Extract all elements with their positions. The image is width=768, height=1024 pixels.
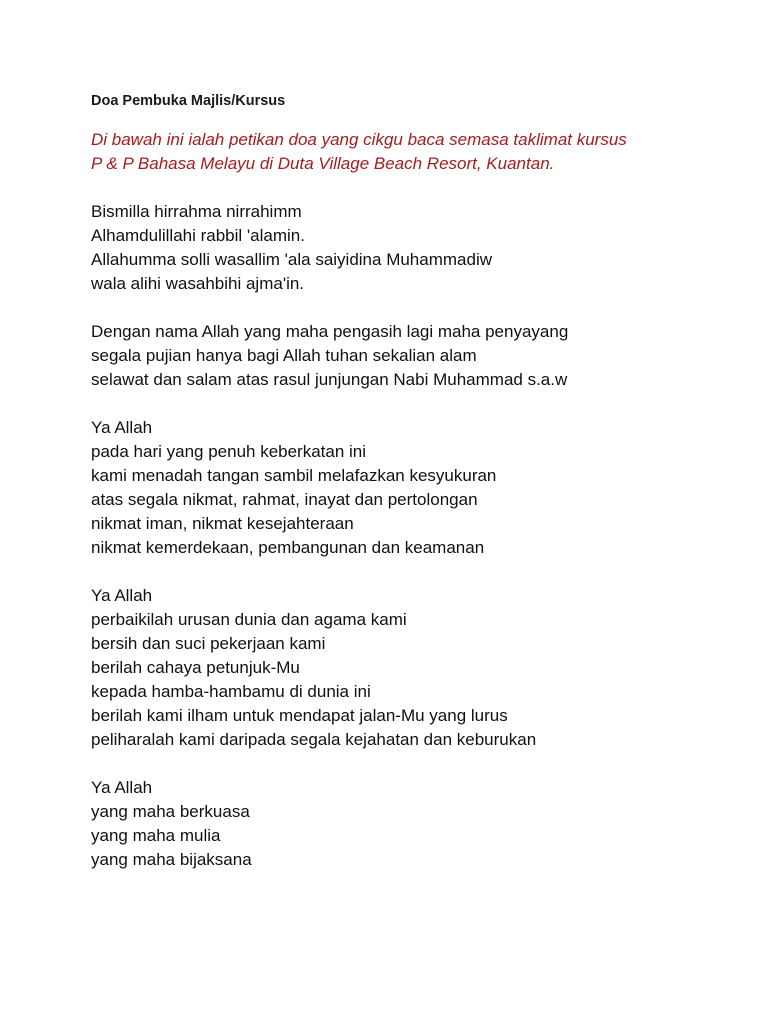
stanza-opening-malay — [91, 320, 751, 392]
stanza-line: kami menadah tangan sambil melafazkan kesyukuran — [91, 466, 497, 485]
stanza-line: berilah kami ilham untuk mendapat jalan-Mu yang lurus — [91, 706, 508, 725]
stanza-line: pada hari yang penuh keberkatan ini — [91, 442, 367, 461]
stanza-line: kepada hamba-hambamu di dunia ini — [91, 682, 371, 701]
stanza-line: yang maha mulia — [91, 826, 221, 845]
stanza-line: yang maha berkuasa — [91, 802, 250, 821]
document-title: Doa Pembuka Majlis/Kursus — [91, 93, 286, 109]
document-page — [91, 92, 751, 896]
stanza-line: peliharalah kami daripada segala kejahatan dan keburukan — [91, 730, 537, 749]
stanza-line: atas segala nikmat, rahmat, inayat dan pertolongan — [91, 490, 478, 509]
stanza-line: bersih dan suci pekerjaan kami — [91, 634, 326, 653]
intro-paragraph — [91, 128, 751, 176]
stanza-line: nikmat iman, nikmat kesejahteraan — [91, 514, 354, 533]
stanza-line: Dengan nama Allah yang maha pengasih lagi maha penyayang — [91, 322, 569, 341]
stanza-line: Ya Allah — [91, 586, 153, 605]
stanza-line: selawat dan salam atas rasul junjungan Nabi Muhammad s.a.w — [91, 370, 568, 389]
stanza-line: Alhamdulillahi rabbil 'alamin. — [91, 226, 305, 245]
stanza-line: segala pujian hanya bagi Allah tuhan sekalian alam — [91, 346, 477, 365]
stanza-line: berilah cahaya petunjuk-Mu — [91, 658, 300, 677]
stanza-praise — [91, 776, 751, 872]
stanza-line: Ya Allah — [91, 418, 153, 437]
stanza-line: perbaikilah urusan dunia dan agama kami — [91, 610, 407, 629]
stanza-line: Ya Allah — [91, 778, 153, 797]
stanza-line: yang maha bijaksana — [91, 850, 252, 869]
stanza-line: wala alihi wasahbihi ajma'in. — [91, 274, 305, 293]
intro-line: P & P Bahasa Melayu di Duta Village Beach Resort, Kuantan. — [91, 154, 555, 173]
stanza-line: Bismilla hirrahma nirrahimm — [91, 202, 302, 221]
stanza-opening-arabic — [91, 200, 751, 296]
stanza-line: nikmat kemerdekaan, pembangunan dan keamanan — [91, 538, 485, 557]
stanza-petition — [91, 584, 751, 752]
stanza-gratitude — [91, 416, 751, 560]
intro-line: Di bawah ini ialah petikan doa yang cikgu baca semasa taklimat kursus — [91, 130, 627, 149]
stanza-line: Allahumma solli wasallim 'ala saiyidina Muhammadiw — [91, 250, 493, 269]
